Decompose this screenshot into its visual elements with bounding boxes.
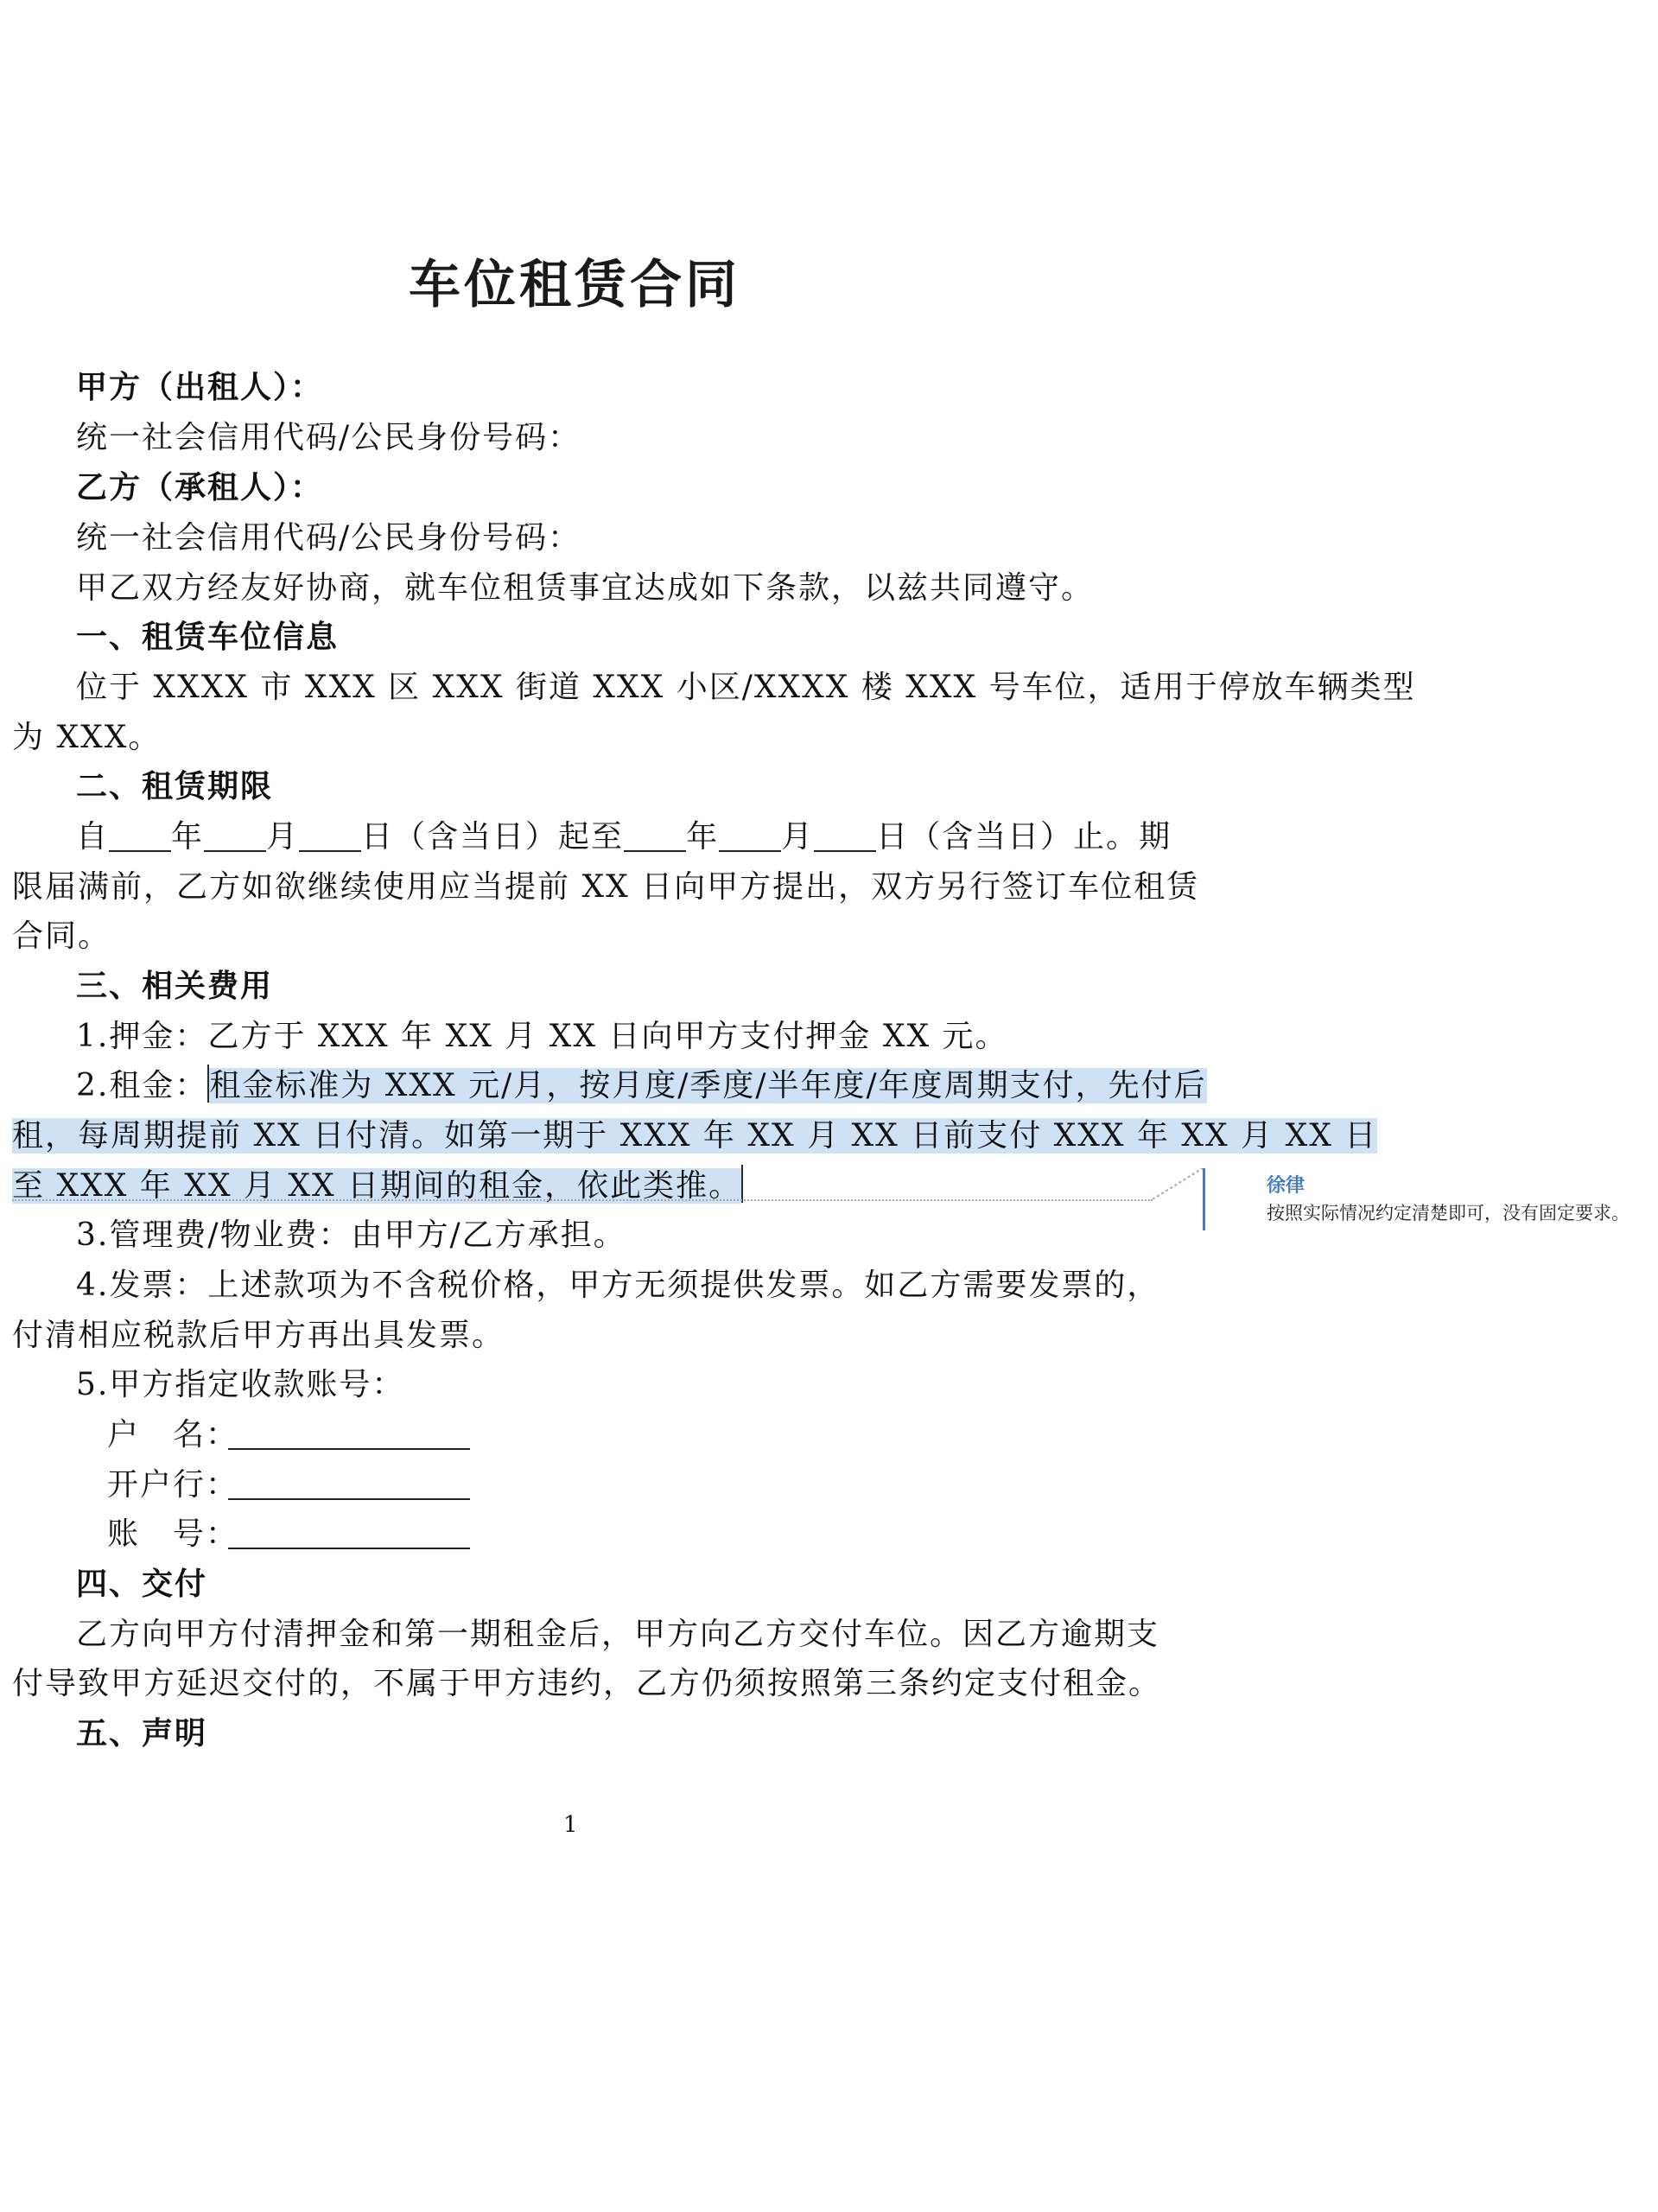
section2-term-line[interactable] (76, 812, 1172, 861)
term-from: 自 (76, 819, 110, 855)
account-heading[interactable]: 5.甲方指定收款账号： (76, 1367, 405, 1402)
rent-clause-line2[interactable] (12, 1111, 1377, 1160)
account-number-label: 账 号： (107, 1516, 239, 1552)
comment-text[interactable]: 按照实际情况约定清楚即可，没有固定要求。 (1267, 1203, 1629, 1224)
preamble[interactable]: 甲乙双方经友好协商，就车位租赁事宜达成如下条款，以兹共同遵守。 (76, 570, 1095, 606)
start-month-blank[interactable] (204, 816, 266, 852)
section5-heading[interactable]: 五、声明 (76, 1716, 208, 1751)
section1-line1[interactable]: 位于 XXXX 市 XXX 区 XXX 街道 XXX 小区/XXXX 楼 XXX 号车位，适用于停放车辆类型 (76, 670, 1416, 705)
comment-connector-diagonal (1153, 1168, 1204, 1199)
term-month-label: 月 (266, 819, 300, 855)
start-year-blank[interactable] (109, 816, 171, 852)
party-b-label[interactable]: 乙方（承租人）： (76, 470, 324, 505)
rent-highlight-3[interactable]: 至 XXX 年 XX 月 XX 日期间的租金，依此类推。 (12, 1168, 742, 1204)
term-year-label-2: 年 (686, 819, 720, 855)
term-year-label: 年 (171, 819, 205, 855)
section1-heading[interactable]: 一、租赁车位信息 (76, 620, 340, 655)
section4-line1[interactable]: 乙方向甲方付清押金和第一期租金后，甲方向乙方交付车位。因乙方逾期支 (76, 1617, 1160, 1652)
section2-heading[interactable]: 二、租赁期限 (76, 769, 274, 804)
party-a-label[interactable]: 甲方（出租人）： (76, 370, 324, 405)
rent-label: 2.租金： (76, 1068, 208, 1103)
section3-heading[interactable]: 三、相关费用 (76, 969, 274, 1004)
mgmt-fee-clause[interactable]: 3.管理费/物业费：由甲方/乙方承担。 (76, 1217, 626, 1253)
account-name-row[interactable] (107, 1410, 470, 1459)
account-number-blank[interactable] (228, 1513, 470, 1549)
end-day-blank[interactable] (814, 816, 876, 852)
term-end-day-text: 日（含当日）止。期 (876, 819, 1172, 855)
party-a-id-label[interactable]: 统一社会信用代码/公民身份号码： (76, 420, 581, 455)
account-bank-row[interactable] (107, 1460, 470, 1510)
term-start-day-text: 日（含当日）起至 (361, 819, 625, 855)
comment-connector-line (12, 1199, 1153, 1201)
account-number-row[interactable] (107, 1510, 470, 1559)
end-month-blank[interactable] (719, 816, 781, 852)
account-bank-blank[interactable] (228, 1464, 470, 1500)
account-bank-label: 开户行： (107, 1467, 239, 1503)
deposit-clause[interactable]: 1.押金：乙方于 XXX 年 XX 月 XX 日向甲方支付押金 XX 元。 (76, 1019, 1008, 1054)
account-name-blank[interactable] (228, 1414, 470, 1450)
invoice-line1[interactable]: 4.发票：上述款项为不含税价格，甲方无须提供发票。如乙方需要发票的， (76, 1268, 1160, 1303)
comment-author[interactable]: 徐律 (1267, 1175, 1305, 1197)
selection-end-marker (741, 1165, 743, 1203)
section1-line2[interactable]: 为 XXX。 (12, 720, 162, 755)
section2-line2[interactable]: 限届满前，乙方如欲继续使用应当提前 XX 日向甲方提出，双方另行签订车位租赁 (12, 869, 1200, 905)
comment-marker-bar (1203, 1168, 1205, 1230)
term-month-label-2: 月 (781, 819, 815, 855)
page-number: 1 (563, 1812, 578, 1838)
section4-line2[interactable]: 付导致甲方延迟交付的，不属于甲方违约，乙方仍须按照第三条约定支付租金。 (12, 1666, 1162, 1701)
document-title: 车位租赁合同 (409, 255, 740, 315)
rent-clause-line3[interactable] (12, 1161, 743, 1211)
party-b-id-label[interactable]: 统一社会信用代码/公民身份号码： (76, 520, 581, 556)
rent-highlight-2[interactable]: 租，每周期提前 XX 日付清。如第一期于 XXX 年 XX 月 XX 日前支付 XXX 年 XX 月 XX 日 (12, 1118, 1378, 1154)
rent-clause-line1[interactable] (76, 1061, 1207, 1110)
start-day-blank[interactable] (299, 816, 361, 852)
invoice-line2[interactable]: 付清相应税款后甲方再出具发票。 (12, 1318, 505, 1353)
account-name-label: 户 名： (107, 1417, 239, 1452)
end-year-blank[interactable] (624, 816, 686, 852)
section2-line3[interactable]: 合同。 (12, 918, 111, 954)
rent-highlight-1[interactable]: 租金标准为 XXX 元/月，按月度/季度/半年度/年度周期支付，先付后 (209, 1068, 1207, 1103)
section4-heading[interactable]: 四、交付 (76, 1567, 208, 1602)
